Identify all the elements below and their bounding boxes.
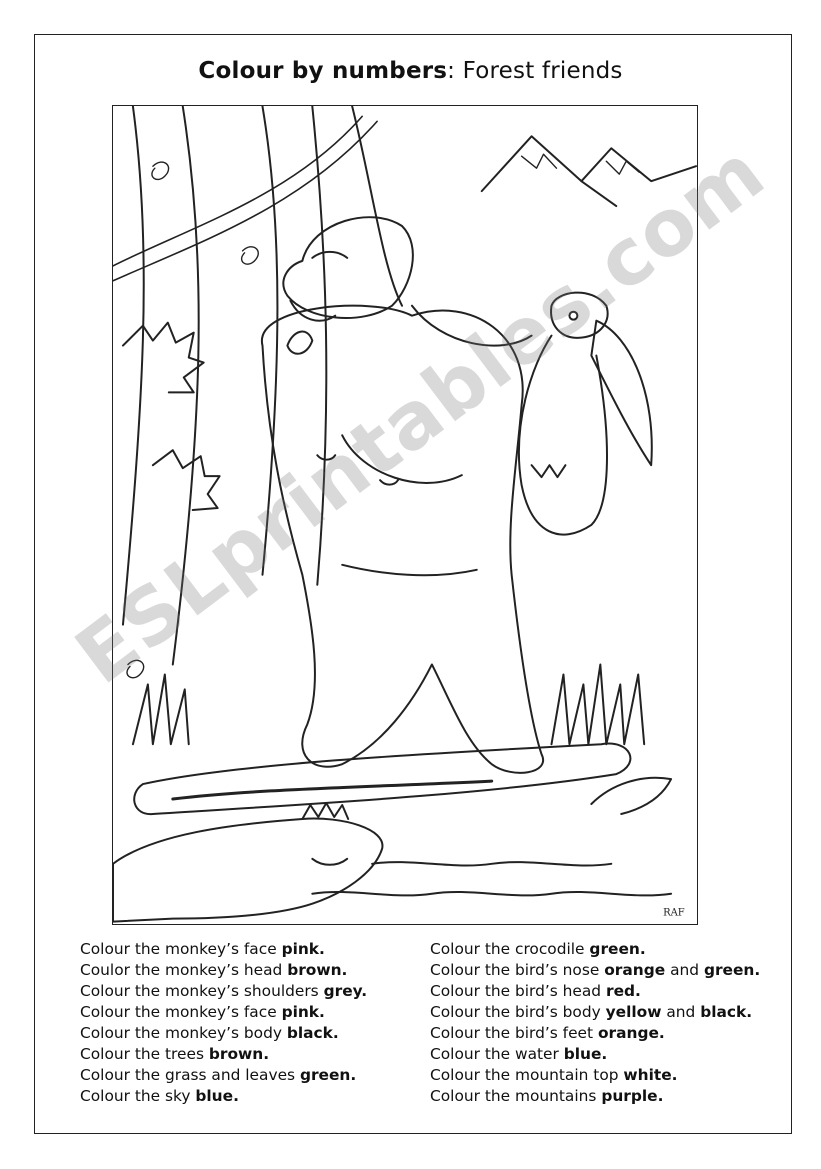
crocodile bbox=[113, 819, 382, 922]
grass bbox=[133, 664, 644, 744]
instruction-line: Colour the monkey’s face pink. bbox=[80, 940, 325, 958]
artist-signature: RAF bbox=[663, 907, 685, 919]
instructions-right-column bbox=[430, 939, 760, 1107]
instruction-line: Colour the bird’s body yellow and black. bbox=[430, 1003, 753, 1021]
instruction-line: Colour the monkey’s shoulders grey. bbox=[80, 982, 368, 1000]
gorilla-body bbox=[262, 306, 543, 773]
instruction-line: Colour the mountains purple. bbox=[430, 1087, 664, 1105]
watermark: ESLprintables.com bbox=[60, 127, 782, 702]
bird-beak bbox=[591, 321, 651, 466]
instruction-line: Colour the water blue. bbox=[430, 1045, 608, 1063]
log bbox=[134, 744, 630, 815]
mountain-right bbox=[581, 148, 696, 181]
instruction-line: Colour the sky blue. bbox=[80, 1087, 239, 1105]
bird-body bbox=[519, 336, 607, 535]
gorilla-head bbox=[283, 217, 412, 318]
mountain-left bbox=[482, 136, 617, 206]
bird-feet bbox=[532, 465, 566, 477]
instruction-line: Colour the trees brown. bbox=[80, 1045, 270, 1063]
instruction-line: Colour the crocodile green. bbox=[430, 940, 646, 958]
water bbox=[312, 862, 671, 895]
instruction-line: Colour the mountain top white. bbox=[430, 1066, 678, 1084]
forest-illustration bbox=[113, 106, 697, 924]
leaves-left bbox=[123, 323, 204, 393]
page-title bbox=[0, 58, 821, 84]
instruction-line: Coulor the monkey’s head brown. bbox=[80, 961, 348, 979]
tree-trunk-left bbox=[123, 106, 144, 624]
instruction-line: Colour the bird’s head red. bbox=[430, 982, 641, 1000]
colouring-picture bbox=[112, 105, 698, 925]
title-bold: Colour by numbers bbox=[198, 58, 448, 84]
instruction-line: Colour the bird’s feet orange. bbox=[430, 1024, 665, 1042]
instruction-line: Colour the grass and leaves green. bbox=[80, 1066, 357, 1084]
tree-trunk-middle bbox=[262, 106, 277, 574]
title-rest: : Forest friends bbox=[447, 58, 623, 84]
bird-head bbox=[551, 293, 608, 338]
instruction-line: Colour the monkey’s body black. bbox=[80, 1024, 339, 1042]
instruction-line: Colour the monkey’s face pink. bbox=[80, 1003, 325, 1021]
instruction-line: Colour the bird’s nose orange and green. bbox=[430, 961, 761, 979]
instructions-left-column bbox=[80, 939, 367, 1107]
